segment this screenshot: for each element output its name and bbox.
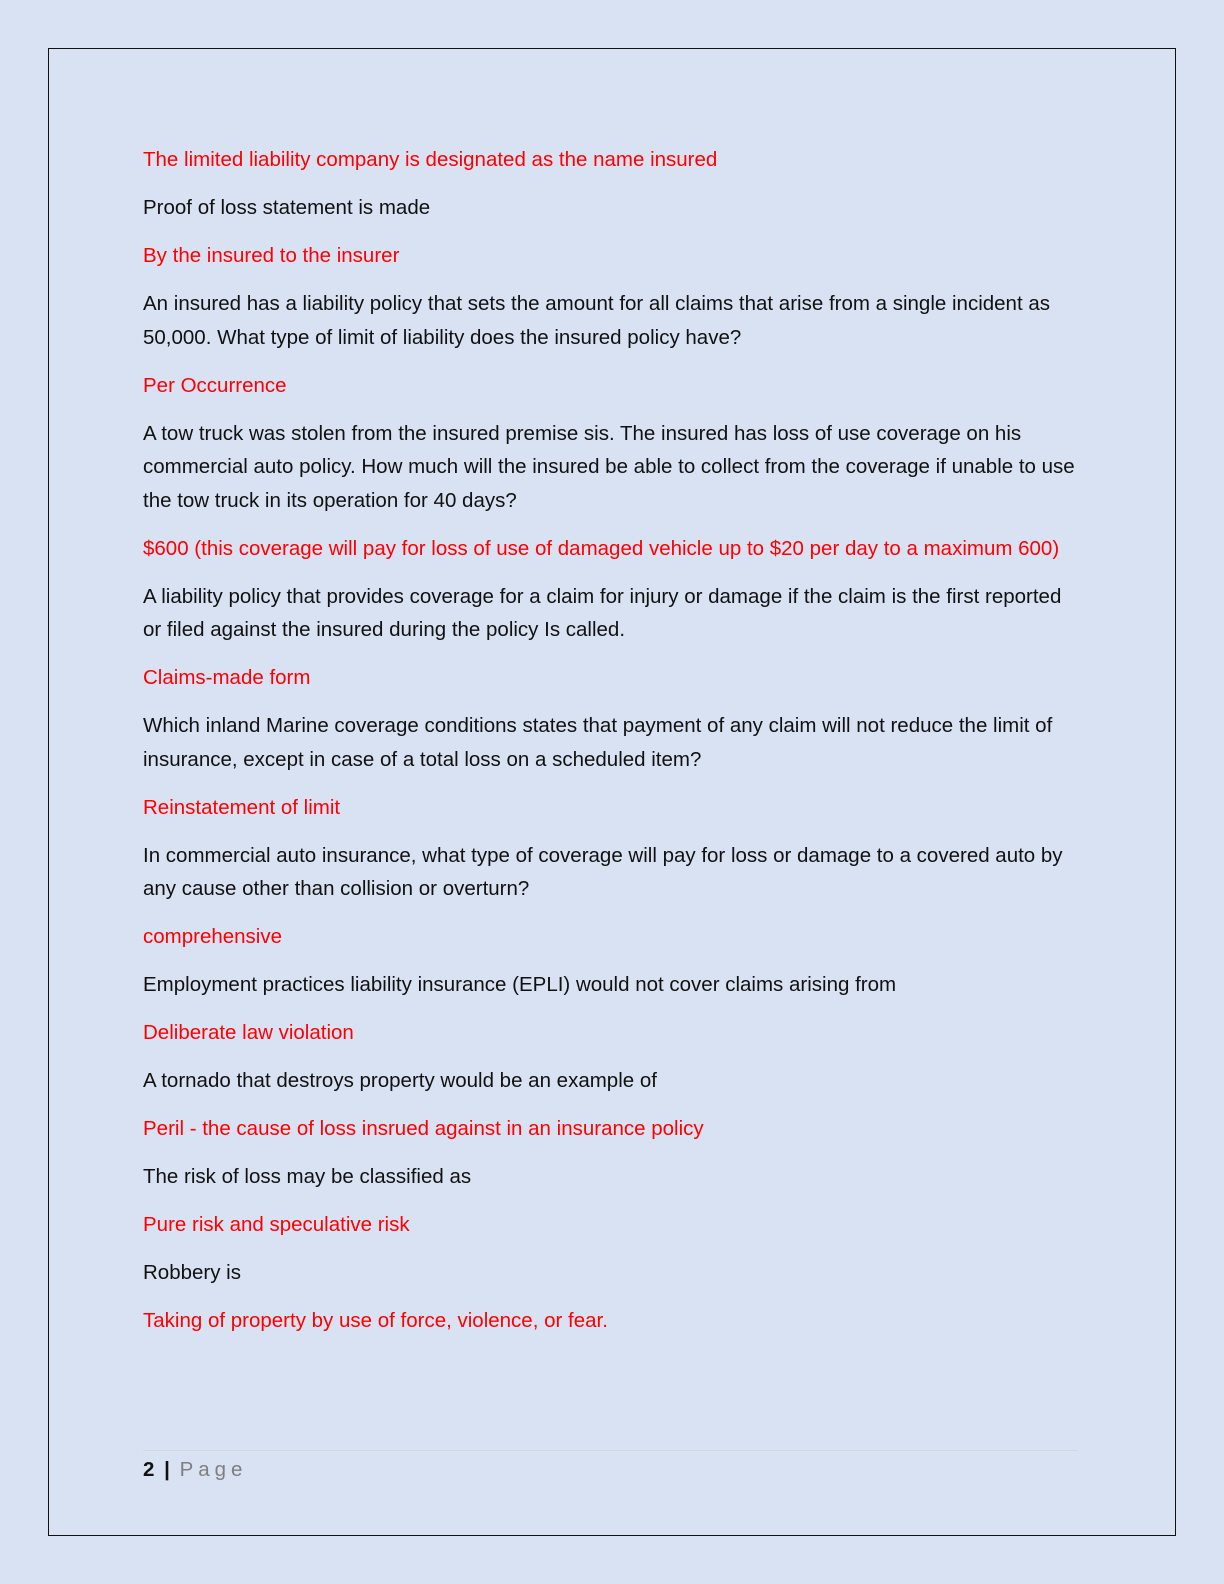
answer-text: Deliberate law violation	[143, 1021, 354, 1044]
footer-divider	[143, 1450, 1078, 1451]
answer-text: Per Occurrence	[143, 373, 287, 397]
answer-text: Taking of property by use of force, violence, or fear.	[143, 1309, 608, 1332]
answer-text: Peril - the cause of loss insrued against in an insurance policy	[143, 1117, 704, 1140]
answer-text: comprehensive	[143, 925, 283, 948]
question-text: The risk of loss may be classified as	[143, 1165, 472, 1188]
answer-text: Claims-made form	[143, 666, 311, 689]
page-number: 2	[143, 1458, 155, 1481]
page-footer	[143, 1455, 247, 1485]
question-text: Which inland Marine coverage conditions states that payment of any claim will not reduce the limit of insurance, except in case of a total loss on a scheduled item?	[143, 714, 1053, 771]
answer-text: By the insured to the insurer	[143, 244, 400, 267]
question-text: In commercial auto insurance, what type of coverage will pay for loss or damage to a covered auto by any cause other than collision or overturn?	[143, 843, 1063, 900]
question-text: A tornado that destroys property would be an example of	[143, 1069, 657, 1092]
answer-text: Reinstatement of limit	[143, 795, 341, 819]
question-text: Proof of loss statement is made	[143, 196, 431, 219]
question-text: A liability policy that provides coverage for a claim for injury or damage if the claim is the first reported or filed against the insured during the policy Is called.	[143, 584, 1062, 641]
question-text: Employment practices liability insurance (EPLI) would not cover claims arising from	[143, 973, 897, 996]
question-text: Robbery is	[143, 1261, 241, 1284]
answer-text: The limited liability company is designated as the name insured	[143, 148, 718, 171]
question-text: A tow truck was stolen from the insured premise sis. The insured has loss of use coverage on his commercial auto policy. How much will the insured be able to collect from the coverage if unable to use the tow truck in its operation for 40 days?	[143, 421, 1075, 512]
answer-text: Pure risk and speculative risk	[143, 1213, 410, 1236]
answer-text: $600 (this coverage will pay for loss of use of damaged vehicle up to $20 per day to a maximum 600)	[143, 536, 1060, 560]
page-label: Page	[179, 1458, 248, 1481]
footer-separator: |	[164, 1458, 170, 1481]
question-text: An insured has a liability policy that sets the amount for all claims that arise from a single incident as 50,000. What type of limit of liability does the insured policy have?	[143, 292, 1050, 349]
document-body	[143, 143, 1078, 1352]
